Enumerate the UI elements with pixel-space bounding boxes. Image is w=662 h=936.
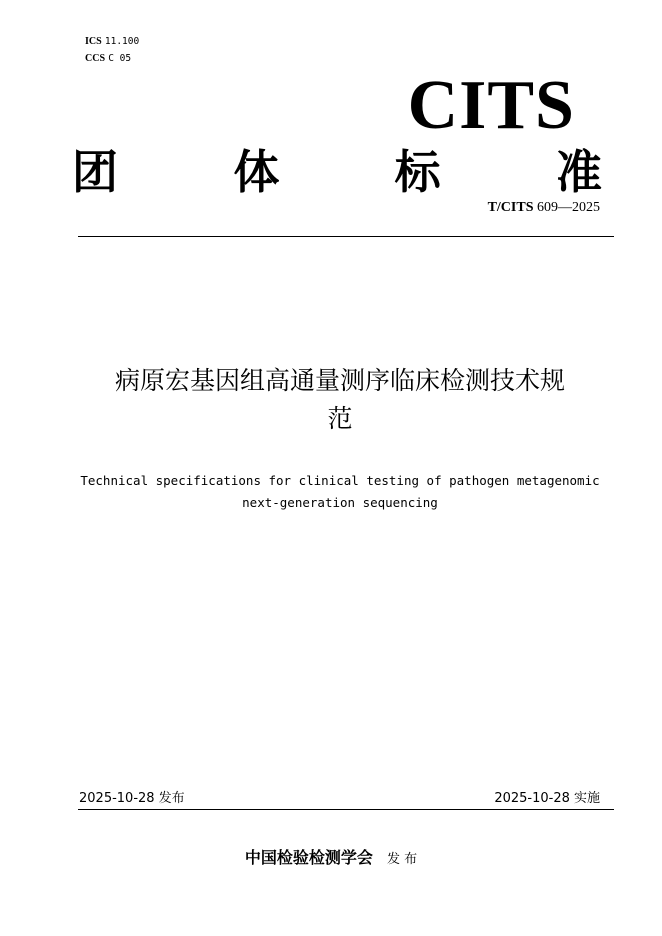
ics-label: ICS bbox=[85, 36, 102, 47]
header-divider bbox=[78, 236, 614, 237]
title-cn-line: 病原宏基因组高通量测序临床检测技术规 bbox=[114, 366, 565, 395]
standard-number-value: 609—2025 bbox=[537, 200, 600, 215]
ccs-value: C 05 bbox=[108, 53, 132, 64]
publish-date: 2025-10-28 发布 bbox=[79, 791, 185, 806]
publisher-org: 中国检验检测学会 bbox=[244, 848, 373, 867]
title-en-line: Technical specifications for clinical testing of pathogen metagenomic bbox=[80, 473, 600, 488]
org-logo-text: CITS bbox=[407, 67, 575, 144]
standard-type-heading bbox=[72, 142, 602, 202]
implement-date: 2025-10-28 实施 bbox=[494, 791, 600, 806]
ccs-code bbox=[85, 50, 139, 67]
document-title-en bbox=[60, 470, 620, 514]
title-en-line: next-generation sequencing bbox=[242, 495, 438, 510]
classification-codes bbox=[85, 33, 139, 67]
footer-divider bbox=[78, 809, 614, 810]
ccs-label: CCS bbox=[85, 53, 106, 64]
title-cn-line: 范 bbox=[327, 404, 353, 433]
standard-type-char: 团 bbox=[72, 145, 118, 199]
ics-code bbox=[85, 33, 139, 50]
standard-number bbox=[488, 199, 600, 217]
standard-type-char: 体 bbox=[233, 145, 280, 199]
standard-type-char: 标 bbox=[394, 145, 441, 199]
ics-value: 11.100 bbox=[104, 36, 140, 47]
publisher-action: 发 布 bbox=[386, 852, 418, 867]
document-title-cn bbox=[70, 362, 610, 438]
standard-type-char: 准 bbox=[555, 145, 602, 199]
publisher bbox=[0, 848, 662, 870]
standard-number-prefix: T/CITS bbox=[487, 200, 534, 215]
